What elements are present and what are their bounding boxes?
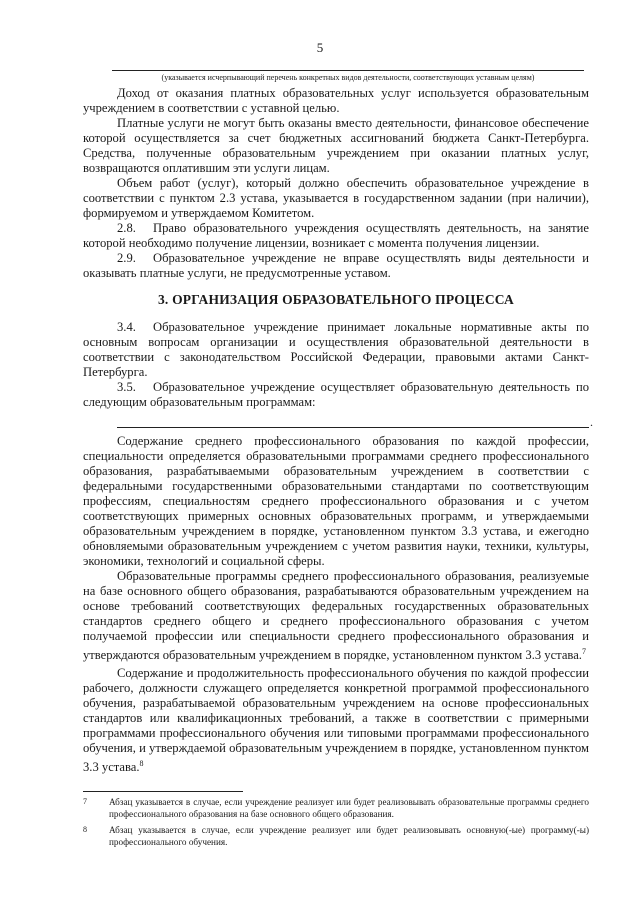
footnote-text: Абзац указывается в случае, если учреждение реализует или будет реализовывать образовательные программы среднего профессионального образования на базе основного общего образования.	[109, 797, 589, 819]
clause-2-8	[83, 221, 589, 251]
paragraph: Содержание среднего профессионального образования по каждой профессии, специальности определяется образовательными программами среднего профессионального образования, разрабатываемыми образовательным учреждением в соответствии с федеральными государственными образовательными стандартами по соответствующим профессиям, специальностям среднего профессионального образования и с учетом соответствующих примерных основных образовательных программ, и утверждаемыми образовательным учреждением в порядке, установленном пунктом 3.3 устава, и ежегодно обновляемыми образовательным учреждением с учетом развития науки, техники, культуры, экономики, технологий и социальной сферы.	[83, 434, 589, 568]
footnote-mark: 7	[83, 797, 87, 806]
footnote	[83, 796, 589, 820]
clause-3-4	[83, 320, 589, 380]
paragraph: Доход от оказания платных образовательных услуг используется образовательным учреждением в соответствии с уставной целью.	[83, 86, 589, 115]
clause-number: 2.8.	[117, 221, 136, 235]
page-number: 5	[316, 40, 324, 55]
clause-text: Образовательное учреждение осуществляет образовательную деятельность по следующим образовательным программам:	[83, 380, 589, 409]
footnote-ref: 8	[139, 759, 144, 769]
clause-number: 3.4.	[117, 320, 136, 334]
document-body	[83, 86, 593, 775]
blank-fill-line	[117, 412, 593, 429]
top-caption: (указывается исчерпывающий перечень конкретных видов деятельности, соответствующих уставным целям)	[161, 73, 535, 82]
paragraph: Объем работ (услуг), который должно обеспечить образовательное учреждение в соответствии с пунктом 2.3 устава, указывается в государственном задании (при наличии), формируемом и утверждаемом Комитетом.	[83, 176, 589, 220]
paragraph-text: Образовательные программы среднего профессионального образования, реализуемые на базе основного общего образования, разрабатываются образовательным учреждением на основе требований соответствующих федеральных государственных образовательных стандартов среднего общего и среднего профессионального образования с учетом получаемой профессии или специальности среднего профессионального образования и утверждаются образовательным учреждением в порядке, установленном пунктом 3.3 устава.	[83, 569, 589, 663]
clause-text: Образовательное учреждение принимает локальные нормативные акты по основным вопросам организации и осуществления образовательной деятельности в соответствии с законодательством Российской Федерации, правовыми актами Санкт-Петербурга.	[83, 320, 589, 379]
clause-number: 2.9.	[117, 251, 136, 265]
section-heading: 3. ОРГАНИЗАЦИЯ ОБРАЗОВАТЕЛЬНОГО ПРОЦЕССА	[157, 292, 514, 307]
clause-2-9	[83, 251, 589, 281]
paragraph-text: Содержание и продолжительность профессионального обучения по каждой профессии рабочего, должности служащего определяется конкретной программой профессионального обучения, разрабатываемой образовательным учреждением на основе профессиональных стандартов или квалификационных требований, а также в соответствии с примерными программами профессионального обучения или типовыми программами профессионального обучения, и утверждаемой образовательным учреждением в порядке, установленном пунктом 3.3 устава.	[83, 666, 589, 775]
footnote-ref: 7	[581, 647, 586, 656]
footnotes	[83, 796, 589, 852]
fill-line-end: .	[590, 415, 593, 429]
footnote	[83, 824, 589, 848]
clause-text: Право образовательного учреждения осуществлять деятельность, на занятие которой необходимо получение лицензии, возникает с момента получения лицензии.	[83, 221, 589, 250]
clause-text: Образовательное учреждение не вправе осуществлять виды деятельности и оказывать платные услуги, не предусмотренные уставом.	[83, 251, 589, 280]
paragraph: Платные услуги не могут быть оказаны вместо деятельности, финансовое обеспечение которой осуществляется за счет бюджетных ассигнований бюджета Санкт-Петербурга. Средства, полученные образовательным учреждением при оказании платных услуг, возвращаются оплатившим эти услуги лицам.	[83, 116, 589, 175]
clause-3-5	[83, 380, 589, 410]
clause-number: 3.5.	[117, 380, 136, 394]
footnote-text: Абзац указывается в случае, если учреждение реализует или будет реализовывать основную(-ые) программу(-ы) профессионального обучения.	[109, 825, 589, 847]
top-fill-line	[112, 70, 584, 71]
footnote-separator	[83, 791, 243, 792]
footnote-mark: 8	[83, 825, 87, 834]
paragraph-with-footnote	[83, 666, 589, 775]
paragraph-with-footnote	[83, 569, 589, 663]
content-block	[83, 434, 589, 775]
